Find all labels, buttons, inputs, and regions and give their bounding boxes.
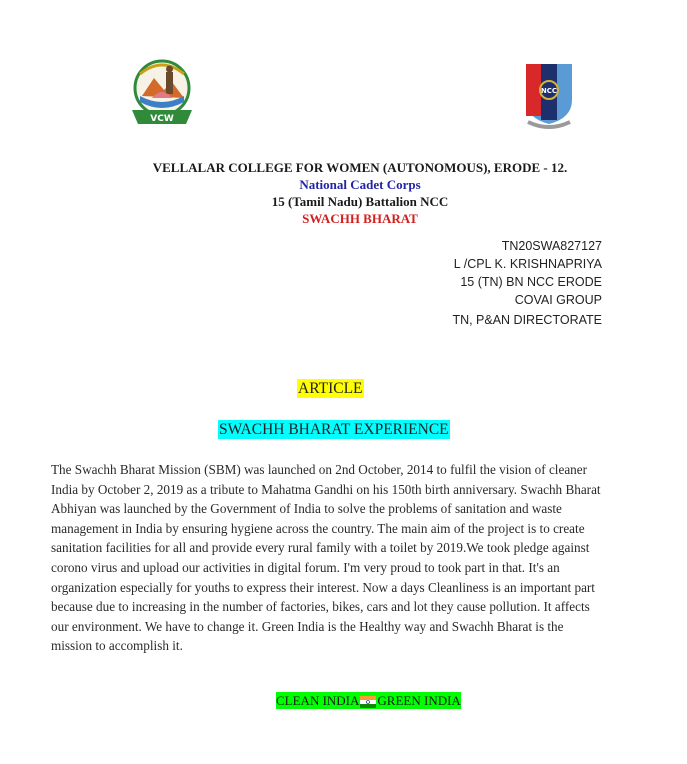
ncc-name: National Cadet Corps bbox=[299, 177, 421, 192]
article-title: SWACHH BHARAT EXPERIENCE bbox=[219, 421, 449, 438]
ncc-flag-crest-icon bbox=[520, 60, 578, 132]
swachh-bharat-title: SWACHH BHARAT bbox=[302, 211, 418, 226]
vcw-logo-text: VCW bbox=[150, 114, 174, 124]
article-label: ARTICLE bbox=[298, 380, 363, 397]
green-india-text: GREEN INDIA bbox=[377, 693, 461, 708]
cadet-name: L /CPL K. KRISHNAPRIYA bbox=[453, 257, 602, 271]
battalion-unit: 15 (TN) BN NCC ERODE bbox=[460, 275, 602, 289]
article-body: The Swachh Bharat Mission (SBM) was launched on 2nd October, 2014 to fulfil the vision of cleaner India by October 2, 2019 as a tribute to Mahatma Gandhi on his 150th birth anniversary. Swachh Bharat Abhiyan was launched by the Government of India to solve the problems of sanitation and waste management in India by ensuring hygiene across the country. The main aim of the project is to create sanitation facilities for all and provide every rural family with a toilet by 2019.We took pledge against corono virus and upload our activities in digital forum. I'm very proud to took part in that. It's an organization especially for youths to express their interest. Now a days Cleanliness is an important part because due to increasing in the number of factories, bikes, cars and lot they cause pollution. It affects our environment. We have to change it. Green India is the Healthy way and Swachh Bharat is the mission to accomplish it. bbox=[51, 462, 601, 654]
directorate-name: TN, P&AN DIRECTORATE bbox=[452, 313, 602, 327]
cadet-number: TN20SWA827127 bbox=[501, 239, 602, 253]
battalion-name: 15 (Tamil Nadu) Battalion NCC bbox=[271, 194, 449, 209]
group-name: COVAI GROUP bbox=[514, 293, 602, 307]
vcw-college-emblem-icon bbox=[128, 56, 196, 130]
ncc-logo-text: NCC bbox=[540, 87, 558, 95]
footer-slogan bbox=[276, 692, 461, 709]
clean-india-text: CLEAN INDIA bbox=[276, 693, 360, 708]
indian-flag-icon bbox=[360, 695, 376, 707]
college-name: VELLALAR COLLEGE FOR WOMEN (AUTONOMOUS), ERODE - 12. bbox=[152, 160, 568, 175]
